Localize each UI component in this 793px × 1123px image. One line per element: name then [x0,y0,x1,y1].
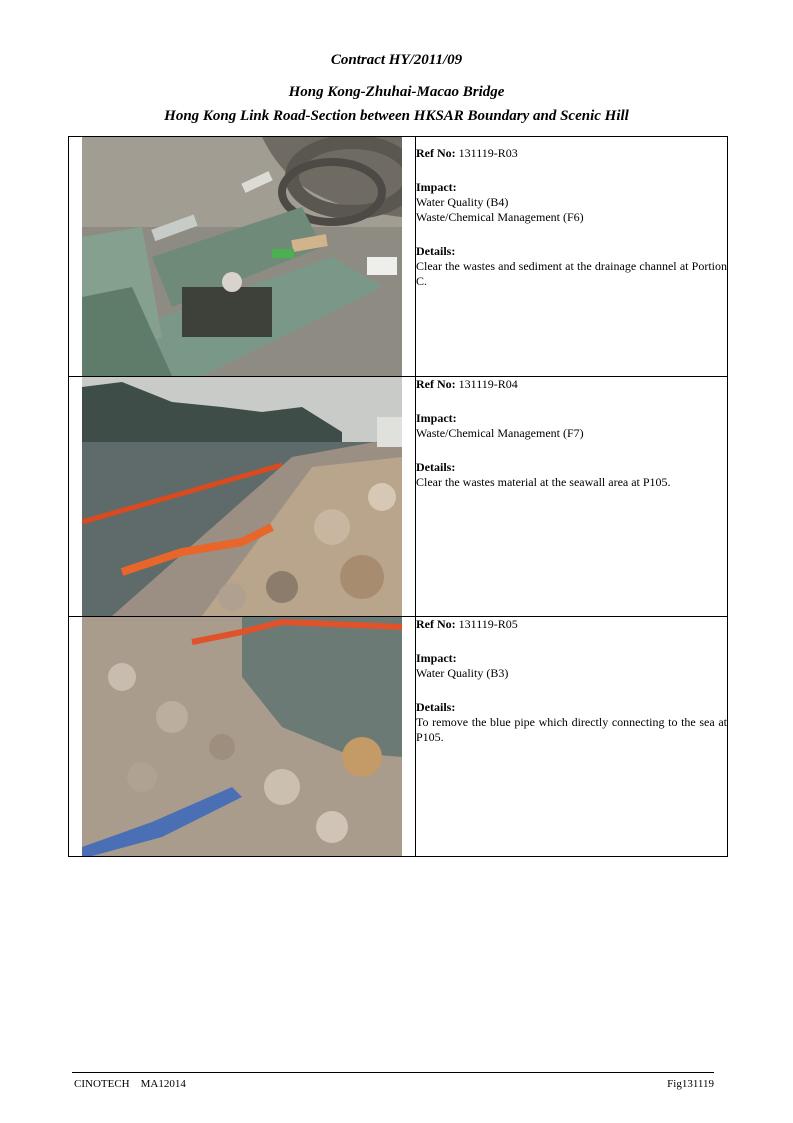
details-text: Clear the wastes and sediment at the drainage channel at Portion C. [416,259,727,288]
impact-label: Impact: [416,180,457,194]
footer-left: CINOTECH MA12014 [74,1078,186,1090]
details-label: Details: [416,700,456,714]
ref-label: Ref No: [416,377,456,391]
section-title: Hong Kong Link Road-Section between HKSAR Boundary and Scenic Hill [164,108,629,124]
observation-details-cell [416,137,728,377]
contract-title: Contract HY/2011/09 [330,52,463,68]
observation-row [69,137,728,377]
details-text: Clear the wastes material at the seawall area at P105. [416,475,671,489]
ref-number: 131119-R04 [458,377,518,391]
impact-label: Impact: [416,411,457,425]
impact-item: Waste/Chemical Management (F6) [416,210,584,224]
impact-item: Water Quality (B4) [416,195,509,209]
observation-details-cell [416,617,728,857]
photo-cell [69,137,416,377]
project-title: Hong Kong-Zhuhai-Macao Bridge [288,84,505,100]
ref-label: Ref No: [416,617,456,631]
details-label: Details: [416,460,456,474]
details-text: To remove the blue pipe which directly connecting to the sea at P105. [416,715,727,744]
observation-row [69,617,728,857]
photo-cell [69,377,416,617]
impact-item: Water Quality (B3) [416,666,509,680]
ref-number: 131119-R05 [458,617,518,631]
ref-number: 131119-R03 [458,146,518,160]
details-label: Details: [416,244,456,258]
observation-row [69,377,728,617]
ref-label: Ref No: [416,146,456,160]
impact-label: Impact: [416,651,457,665]
drainage-channel-photo [82,137,402,376]
observation-details-cell [416,377,728,617]
photo-cell [69,617,416,857]
seawall-photo [82,377,402,616]
blue-pipe-photo [82,617,402,856]
footer-right: Fig131119 [667,1078,714,1090]
impact-item: Waste/Chemical Management (F7) [416,426,584,440]
footer-divider [72,1072,714,1073]
observation-table [68,136,728,857]
